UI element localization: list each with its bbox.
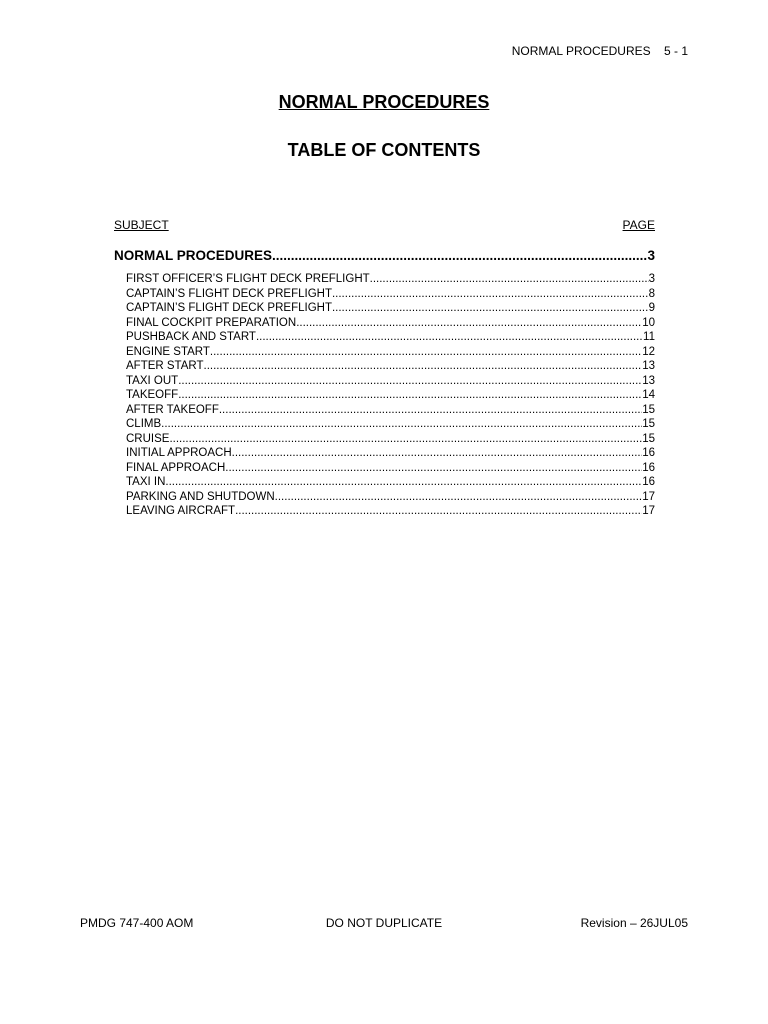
dot-leader xyxy=(219,403,642,418)
toc-entry-label: PUSHBACK AND START xyxy=(126,331,256,343)
dot-leader xyxy=(275,490,643,505)
toc-entry-label: PARKING AND SHUTDOWN xyxy=(126,490,275,503)
toc-entry-label: ENGINE START xyxy=(126,345,210,358)
dot-leader xyxy=(332,287,649,302)
dot-leader xyxy=(296,316,642,331)
toc-entry-page: 9 xyxy=(648,302,655,314)
toc-section-normal-procedures[interactable] xyxy=(114,248,655,263)
toc-entry-page: 15 xyxy=(642,418,655,430)
dot-leader xyxy=(272,248,647,263)
dot-leader xyxy=(235,504,642,519)
toc-entry-page: 8 xyxy=(648,287,655,300)
toc-section-page: 3 xyxy=(647,248,655,263)
toc-entry-page: 14 xyxy=(642,389,655,401)
dot-leader xyxy=(165,475,642,490)
toc-entry-label: CAPTAIN’S FLIGHT DECK PREFLIGHT xyxy=(126,287,332,300)
dot-leader xyxy=(161,417,642,432)
toc-entry[interactable] xyxy=(126,504,655,519)
toc-entry[interactable] xyxy=(126,403,655,418)
toc-entry-label: CLIMB xyxy=(126,418,162,430)
page-column-header: PAGE xyxy=(622,218,655,232)
toc-entry-page: 16 xyxy=(642,476,655,488)
dot-leader xyxy=(225,461,642,476)
toc-entry-page: 15 xyxy=(642,432,655,445)
toc-entry[interactable] xyxy=(126,432,655,447)
toc-entry[interactable] xyxy=(126,359,655,374)
toc-title: TABLE OF CONTENTS xyxy=(287,140,481,160)
dot-leader xyxy=(210,345,642,360)
toc-entry[interactable] xyxy=(126,374,655,389)
running-header: NORMAL PROCEDURES 5 - 1 xyxy=(511,44,688,58)
toc-entry-label: CRUISE xyxy=(126,432,170,445)
toc-entry[interactable] xyxy=(126,330,655,345)
toc-entry[interactable] xyxy=(126,272,655,287)
toc-entry-page: 11 xyxy=(643,331,655,343)
toc-entry-label: AFTER TAKEOFF xyxy=(126,403,219,416)
toc-entry-label: LEAVING AIRCRAFT xyxy=(126,505,236,517)
toc-entry-page: 3 xyxy=(648,273,655,285)
footer-document-name: PMDG 747-400 AOM xyxy=(80,916,194,930)
toc-entry[interactable] xyxy=(126,345,655,360)
toc-entry-label: CAPTAIN’S FLIGHT DECK PREFLIGHT xyxy=(126,302,332,314)
toc-entry-page: 17 xyxy=(642,505,655,517)
toc-entries xyxy=(126,272,655,519)
footer-notice: DO NOT DUPLICATE xyxy=(325,916,443,930)
toc-entry-page: 10 xyxy=(642,316,655,329)
toc-entry[interactable] xyxy=(126,316,655,331)
toc-entry[interactable] xyxy=(126,461,655,476)
dot-leader xyxy=(256,330,643,345)
dot-leader xyxy=(232,446,643,461)
toc-entry-label: AFTER START xyxy=(126,360,204,372)
toc-entry-page: 13 xyxy=(642,360,655,372)
toc-entry[interactable] xyxy=(126,388,655,403)
dot-leader xyxy=(169,432,642,447)
toc-entry-page: 12 xyxy=(642,345,655,358)
toc-entry-page: 17 xyxy=(642,490,655,503)
page-title: NORMAL PROCEDURES xyxy=(278,92,490,112)
toc-entry-label: FIRST OFFICER’S FLIGHT DECK PREFLIGHT xyxy=(126,273,370,285)
toc-entry-label: TAXI IN xyxy=(126,476,166,488)
footer-revision: Revision – 26JUL05 xyxy=(580,916,688,930)
toc-entry-page: 13 xyxy=(642,374,655,387)
toc-section-label: NORMAL PROCEDURES xyxy=(114,248,273,263)
toc-entry-page: 16 xyxy=(642,461,655,474)
toc-entry[interactable] xyxy=(126,446,655,461)
toc-entry[interactable] xyxy=(126,301,655,316)
dot-leader xyxy=(178,374,642,389)
subject-column-header: SUBJECT xyxy=(114,218,169,232)
toc-entry[interactable] xyxy=(126,490,655,505)
toc-entry-label: FINAL COCKPIT PREPARATION xyxy=(126,316,297,329)
toc-entry-label: FINAL APPROACH xyxy=(126,461,226,474)
dot-leader xyxy=(370,272,649,287)
toc-entry[interactable] xyxy=(126,287,655,302)
dot-leader xyxy=(178,388,642,403)
toc-entry-label: TAXI OUT xyxy=(126,374,179,387)
toc-entry[interactable] xyxy=(126,417,655,432)
toc-entry-page: 15 xyxy=(642,403,655,416)
dot-leader xyxy=(332,301,649,316)
toc-entry[interactable] xyxy=(126,475,655,490)
toc-entry-label: INITIAL APPROACH xyxy=(126,447,232,459)
toc-entry-label: TAKEOFF xyxy=(126,389,179,401)
toc-entry-page: 16 xyxy=(642,447,655,459)
dot-leader xyxy=(204,359,643,374)
